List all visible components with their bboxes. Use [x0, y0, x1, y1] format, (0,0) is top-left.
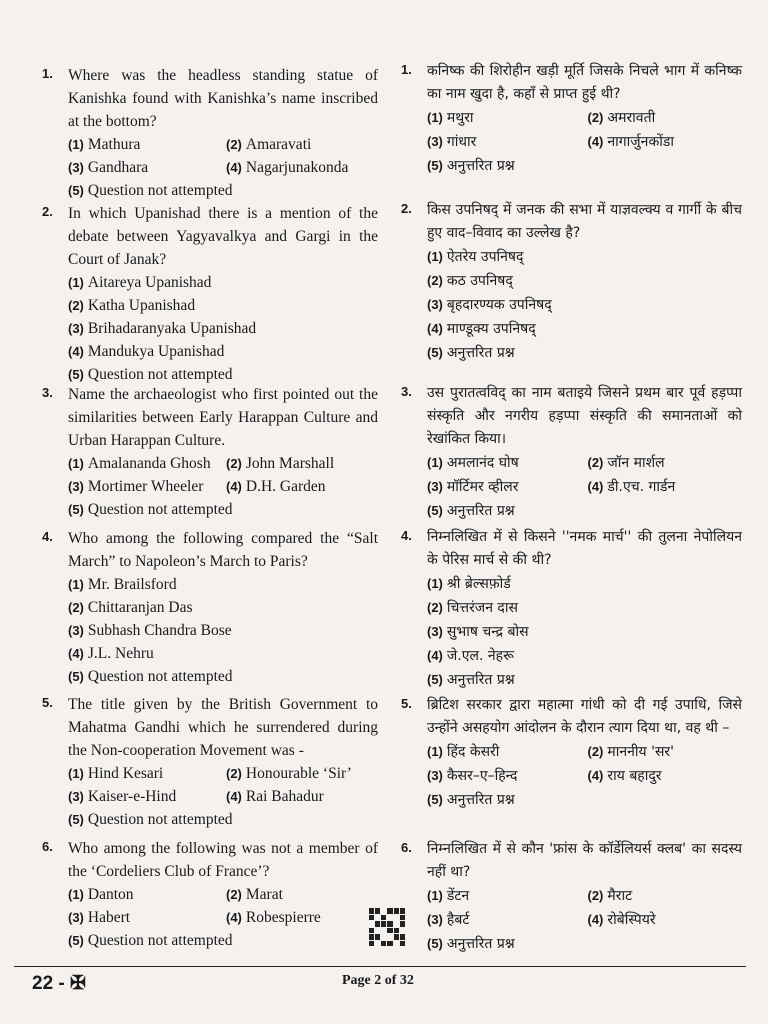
option-number: (1) [427, 744, 443, 759]
option-label: Subhash Chandra Bose [87, 622, 232, 639]
option-label: Chittaranjan Das [87, 599, 193, 616]
option-number: (4) [427, 648, 443, 663]
option-number: (4) [226, 789, 242, 804]
option-4 [588, 475, 743, 499]
option-2 [588, 884, 743, 908]
option-label: Katha Upanishad [87, 297, 196, 314]
option-number: (1) [68, 456, 84, 471]
option-number: (2) [587, 455, 604, 470]
option-5 [68, 179, 378, 202]
option-2 [588, 451, 743, 475]
option-label: Mr. Brailsford [87, 576, 177, 593]
option-3 [427, 620, 742, 644]
option-number: (5) [427, 345, 443, 360]
options [427, 245, 742, 365]
option-number: (2) [587, 888, 604, 903]
option-number: (4) [587, 479, 604, 494]
option-label: मैराट [607, 888, 633, 904]
option-label: Honourable ‘Sir’ [245, 765, 352, 782]
option-label: Question not attempted [87, 932, 233, 949]
option-1 [68, 762, 220, 785]
question-number: 6. [401, 840, 412, 855]
option-label: अमलानंद घोष [446, 455, 519, 471]
question-6 [401, 838, 742, 956]
option-label: बृहदारण्यक उपनिषद् [446, 297, 552, 313]
options [68, 762, 378, 831]
option-label: Amalananda Ghosh [87, 455, 211, 472]
question-4 [401, 526, 742, 692]
option-2 [588, 740, 743, 764]
question-text: उस पुरातत्वविद् का नाम बताइये जिसने प्रथम बार पूर्व हड़प्पा संस्कृति और नगरीय हड़प्पा संस्कृति की समानताओं को रेखांकित किया। [427, 385, 742, 447]
option-label: Rai Bahadur [245, 788, 324, 805]
question-text: निम्नलिखित में से कौन 'फ्रांस के कॉर्डेलियर्स क्लब' का सदस्य नहीं था? [427, 841, 742, 880]
question-number: 3. [401, 384, 412, 399]
option-number: (2) [68, 298, 84, 313]
question-text: Where was the headless standing statue of Kanishka found with Kanishka’s name inscribed at the bottom? [68, 67, 378, 130]
option-label: ऐतरेय उपनिषद् [446, 249, 524, 265]
option-label: Nagarjunakonda [245, 159, 349, 176]
options [427, 451, 742, 523]
option-number: (3) [427, 624, 443, 639]
option-4 [68, 642, 378, 665]
option-number: (5) [427, 792, 443, 807]
option-label: Gandhara [87, 159, 149, 176]
option-number: (1) [427, 888, 443, 903]
option-4 [427, 644, 742, 668]
option-1 [68, 573, 378, 596]
option-label: Robespierre [245, 909, 321, 926]
option-label: Question not attempted [87, 366, 233, 383]
options [68, 573, 378, 688]
option-1 [68, 133, 220, 156]
option-3 [427, 293, 742, 317]
option-number: (3) [427, 479, 443, 494]
option-3 [68, 619, 378, 642]
option-label: सुभाष चन्द्र बोस [446, 624, 529, 640]
option-number: (4) [226, 160, 242, 175]
question-number: 1. [42, 66, 53, 81]
option-3 [68, 906, 220, 929]
option-number: (2) [226, 887, 242, 902]
question-number: 5. [401, 696, 412, 711]
option-number: (5) [68, 812, 84, 827]
option-2 [226, 762, 378, 785]
option-number: (5) [68, 367, 84, 382]
option-number: (4) [68, 344, 84, 359]
options [427, 884, 742, 956]
option-4 [226, 906, 378, 929]
option-1 [427, 740, 582, 764]
option-4 [427, 317, 742, 341]
option-1 [68, 883, 220, 906]
option-label: मॉर्टिमर व्हीलर [446, 479, 519, 495]
option-1 [427, 245, 742, 269]
page-number-code: 22 - ✠ [32, 973, 86, 994]
question-number: 3. [42, 385, 53, 400]
option-number: (2) [226, 456, 242, 471]
option-label: J.L. Nehru [87, 645, 154, 662]
option-2 [68, 596, 378, 619]
option-5 [427, 341, 742, 365]
option-label: डी.एच. गार्डन [607, 479, 676, 495]
option-5 [427, 154, 742, 178]
option-label: D.H. Garden [245, 478, 326, 495]
option-label: Question not attempted [87, 501, 233, 518]
option-number: (3) [68, 160, 84, 175]
option-3 [68, 156, 220, 179]
question-text: In which Upanishad there is a mention of the debate between Yagyavalkya and Gargi in the Court of Janak? [68, 205, 378, 268]
option-number: (2) [226, 766, 242, 781]
option-label: चित्तरंजन दास [446, 600, 518, 616]
option-label: रोबेस्पियरे [607, 912, 656, 928]
option-number: (1) [68, 577, 84, 592]
question-text: निम्नलिखित में से किसने ''नमक मार्च'' की तुलना नेपोलियन के पेरिस मार्च से की थी? [427, 529, 742, 568]
option-5 [68, 808, 378, 831]
question-text: ब्रिटिश सरकार द्वारा महात्मा गांधी को दी गई उपाधि, जिसे उन्होंने असहयोग आंदोलन के दौरान त्याग दिया था, वह थी – [427, 697, 742, 736]
options [68, 133, 378, 202]
question-number: 6. [42, 839, 53, 854]
option-number: (5) [68, 933, 84, 948]
options [427, 106, 742, 178]
option-4 [226, 156, 378, 179]
options [68, 883, 378, 952]
question-number: 4. [401, 528, 412, 543]
option-label: अनुत्तरित प्रश्न [446, 345, 515, 361]
option-4 [588, 764, 743, 788]
option-label: कठ उपनिषद् [446, 273, 513, 289]
option-number: (1) [68, 275, 84, 290]
page-indicator: Page 2 of 32 [342, 973, 414, 988]
option-label: Question not attempted [87, 668, 233, 685]
option-2 [226, 133, 378, 156]
option-1 [427, 884, 582, 908]
option-number: (1) [68, 766, 84, 781]
option-label: राय बहादुर [607, 768, 662, 784]
option-number: (1) [427, 110, 443, 125]
option-1 [427, 106, 582, 130]
option-number: (5) [427, 503, 443, 518]
option-5 [427, 668, 742, 692]
question-number: 4. [42, 529, 53, 544]
option-number: (3) [427, 912, 443, 927]
option-3 [427, 130, 582, 154]
question-text: Who among the following was not a member of the ‘Cordeliers Club of France’? [68, 840, 378, 880]
option-1 [68, 452, 220, 475]
option-label: श्री ब्रेल्सफ़ोर्ड [446, 576, 511, 592]
option-label: अनुत्तरित प्रश्न [446, 158, 515, 174]
option-number: (4) [587, 134, 604, 149]
option-number: (3) [68, 623, 84, 638]
option-number: (1) [427, 249, 443, 264]
option-label: Habert [87, 909, 131, 926]
option-2 [226, 452, 378, 475]
option-label: Brihadaranyaka Upanishad [87, 320, 257, 337]
option-number: (2) [587, 744, 604, 759]
option-number: (3) [427, 768, 443, 783]
option-number: (1) [427, 455, 443, 470]
option-label: अनुत्तरित प्रश्न [446, 672, 515, 688]
option-number: (3) [68, 479, 84, 494]
option-label: Aitareya Upanishad [87, 274, 212, 291]
question-text: कनिष्क की शिरोहीन खड़ी मूर्ति जिसके निचले भाग में कनिष्क का नाम खुदा है, कहाँ से प्राप्त हुई थी? [427, 63, 742, 102]
option-number: (5) [68, 502, 84, 517]
question-text: The title given by the British Government to Mahatma Gandhi which he surrendered during the Non-cooperation Movement was - [68, 696, 378, 759]
option-2 [588, 106, 743, 130]
option-5 [427, 788, 742, 812]
option-label: Hind Kesari [87, 765, 164, 782]
option-number: (4) [587, 768, 604, 783]
options [68, 271, 378, 386]
option-number: (2) [587, 110, 604, 125]
option-5 [427, 932, 742, 956]
option-number: (1) [68, 887, 84, 902]
option-label: अनुत्तरित प्रश्न [446, 792, 515, 808]
option-label: कैसर–ए–हिन्द [446, 768, 518, 784]
option-number: (3) [427, 297, 443, 312]
option-label: हैबर्ट [446, 912, 470, 928]
option-label: John Marshall [245, 455, 335, 472]
question-text: Who among the following compared the “Salt March” to Napoleon’s March to Paris? [68, 530, 378, 570]
question-4 [42, 527, 378, 688]
option-label: Mandukya Upanishad [87, 343, 225, 360]
qr-code [369, 908, 405, 946]
question-number: 2. [401, 201, 412, 216]
option-label: माण्डूक्य उपनिषद् [446, 321, 536, 337]
option-number: (3) [427, 134, 443, 149]
option-number: (1) [68, 137, 84, 152]
option-number: (2) [427, 600, 443, 615]
option-label: नागार्जुनकोंडा [607, 134, 674, 150]
option-number: (2) [427, 273, 443, 288]
option-label: Marat [245, 886, 283, 903]
question-number: 5. [42, 695, 53, 710]
option-3 [68, 475, 220, 498]
option-4 [588, 130, 743, 154]
question-3 [401, 382, 742, 523]
question-5 [42, 693, 378, 831]
option-3 [427, 764, 582, 788]
option-label: गांधार [446, 134, 477, 150]
option-1 [68, 271, 378, 294]
option-number: (5) [427, 672, 443, 687]
option-label: डेंटन [446, 888, 470, 904]
option-4 [226, 785, 378, 808]
question-number: 1. [401, 62, 412, 77]
options [427, 740, 742, 812]
question-text: Name the archaeologist who first pointed out the similarities between Early Harappan Culture and Urban Harappan Culture. [68, 386, 378, 449]
option-4 [226, 475, 378, 498]
option-3 [427, 908, 582, 932]
option-5 [427, 499, 742, 523]
option-number: (5) [427, 936, 443, 951]
option-4 [588, 908, 743, 932]
option-4 [68, 340, 378, 363]
option-number: (4) [587, 912, 604, 927]
question-number: 2. [42, 204, 53, 219]
option-label: अनुत्तरित प्रश्न [446, 936, 515, 952]
option-label: Danton [87, 886, 134, 903]
option-number: (5) [68, 183, 84, 198]
question-text: किस उपनिषद् में जनक की सभा में याज्ञवल्क्य व गार्गी के बीच हुए वाद–विवाद का उल्लेख है? [427, 202, 742, 241]
option-label: Question not attempted [87, 182, 233, 199]
option-label: जॉन मार्शल [607, 455, 665, 471]
option-3 [68, 317, 378, 340]
option-label: Amaravati [245, 136, 312, 153]
option-number: (5) [68, 669, 84, 684]
option-number: (5) [427, 158, 443, 173]
options [427, 572, 742, 692]
option-label: Kaiser-e-Hind [87, 788, 177, 805]
option-2 [427, 269, 742, 293]
option-1 [427, 451, 582, 475]
option-2 [427, 596, 742, 620]
option-number: (2) [68, 600, 84, 615]
option-number: (3) [68, 321, 84, 336]
option-label: अमरावती [607, 110, 656, 126]
option-2 [226, 883, 378, 906]
question-1 [42, 64, 378, 202]
option-1 [427, 572, 742, 596]
option-label: हिंद केसरी [446, 744, 500, 760]
option-label: Mortimer Wheeler [87, 478, 204, 495]
option-number: (4) [68, 646, 84, 661]
options [68, 452, 378, 521]
option-2 [68, 294, 378, 317]
option-label: जे.एल. नेहरू [446, 648, 514, 664]
option-number: (3) [68, 910, 84, 925]
option-3 [427, 475, 582, 499]
option-number: (2) [226, 137, 242, 152]
option-label: मथुरा [446, 110, 474, 126]
question-5 [401, 694, 742, 812]
option-label: अनुत्तरित प्रश्न [446, 503, 515, 519]
option-label: Question not attempted [87, 811, 233, 828]
option-number: (4) [226, 479, 242, 494]
question-2 [42, 202, 378, 386]
option-3 [68, 785, 220, 808]
option-number: (3) [68, 789, 84, 804]
option-number: (4) [226, 910, 242, 925]
question-3 [42, 383, 378, 521]
option-number: (4) [427, 321, 443, 336]
option-label: Mathura [87, 136, 141, 153]
question-6 [42, 837, 378, 952]
footer-divider [14, 966, 746, 967]
option-5 [68, 929, 378, 952]
question-1 [401, 60, 742, 178]
option-label: माननीय 'सर' [607, 744, 675, 760]
question-2 [401, 199, 742, 365]
option-number: (1) [427, 576, 443, 591]
option-5 [68, 498, 378, 521]
option-5 [68, 665, 378, 688]
